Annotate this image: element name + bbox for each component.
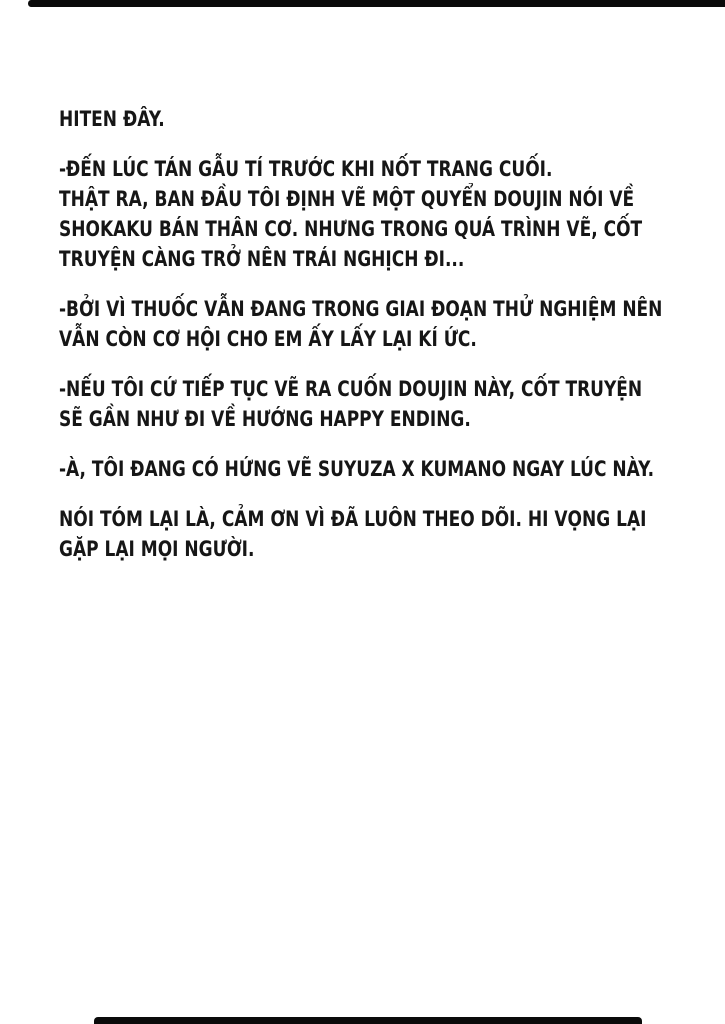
text-line: THẬT RA, BAN ĐẦU TÔI ĐỊNH VẼ MỘT QUYỂN DOUJIN NÓI VỀ bbox=[59, 187, 635, 211]
text-line: -ĐẾN LÚC TÁN GẪU TÍ TRƯỚC KHI NỐT TRANG CUỐI. bbox=[59, 157, 553, 181]
text-line: -À, TÔI ĐANG CÓ HỨNG VẼ SUYUZA X KUMANO NGAY LÚC NÀY. bbox=[59, 457, 655, 481]
page-edge-artifact-top bbox=[28, 0, 725, 7]
text-line: SẼ GẦN NHƯ ĐI VỀ HƯỚNG HAPPY ENDING. bbox=[59, 407, 471, 431]
text-line: GẶP LẠI MỌI NGƯỜI. bbox=[59, 537, 255, 561]
paragraph-thanks bbox=[59, 504, 699, 564]
text-line: SHOKAKU BÁN THÂN CƠ. NHƯNG TRONG QUÁ TRÌNH VẼ, CỐT bbox=[59, 217, 643, 241]
paragraph-greeting bbox=[59, 104, 699, 134]
text-line: TRUYỆN CÀNG TRỞ NÊN TRÁI NGHỊCH ĐI... bbox=[59, 247, 465, 271]
text-line: -BỞI VÌ THUỐC VẪN ĐANG TRONG GIAI ĐOẠN THỬ NGHIỆM NÊN bbox=[59, 297, 663, 321]
paragraph-next-work bbox=[59, 454, 699, 484]
paragraph-medicine bbox=[59, 294, 699, 354]
paragraph-happy-ending bbox=[59, 374, 699, 434]
paragraph-intro bbox=[59, 154, 699, 274]
page-edge-artifact-bottom bbox=[94, 1017, 642, 1024]
text-line: NÓI TÓM LẠI LÀ, CẢM ƠN VÌ ĐÃ LUÔN THEO DÕI. HI VỌNG LẠI bbox=[59, 507, 647, 531]
text-line: HITEN ĐÂY. bbox=[59, 107, 165, 131]
afterword-text-block bbox=[59, 104, 699, 584]
text-line: -NẾU TÔI CỨ TIẾP TỤC VẼ RA CUỐN DOUJIN NÀY, CỐT TRUYỆN bbox=[59, 377, 643, 401]
text-line: VẪN CÒN CƠ HỘI CHO EM ẤY LẤY LẠI KÍ ỨC. bbox=[59, 327, 477, 351]
